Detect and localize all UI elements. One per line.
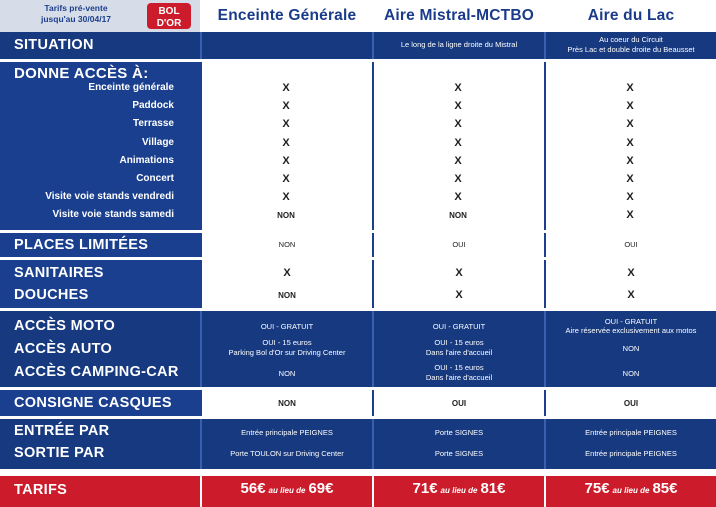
presale-line-1: Tarifs pré-vente [44, 3, 108, 13]
acces-item-value: X [282, 100, 290, 112]
row-acces-vehicules: ACCÈS MOTO ACCÈS AUTO ACCÈS CAMPING-CAR OUI - GRATUIT OUI - 15 euros Parking Bol d'Or sur Driving Center NON OUI - GRATUIT OUI - 15 euros Dans l'aire d'accueil OUI - 15 euros Dans l'aire d'accueil OUI - GRATUIT Aire réservée exclusivement aux motos NON NON [0, 311, 716, 387]
column-header-mistral: Aire Mistral-MCTBO [372, 0, 544, 32]
sortie-label: SORTIE PAR [14, 445, 105, 461]
acces-item-value: X [626, 173, 634, 185]
acces-item-value: NON [449, 211, 467, 220]
row-situation [0, 32, 716, 59]
price-mistral: 71€ au lieu de 81€ [372, 476, 544, 507]
price-enceinte: 56€ au lieu de 69€ [200, 476, 372, 507]
acces-item-label: Enceinte générale [88, 82, 174, 93]
tarifs-label: TARIFS [14, 482, 68, 498]
acces-item-value: X [626, 118, 634, 130]
price-lac: 75€ au lieu de 85€ [544, 476, 716, 507]
acces-item-label: Visite voie stands vendredi [45, 191, 174, 202]
acces-item-value: X [626, 137, 634, 149]
acces-item-value: X [454, 191, 462, 203]
acces-item-value: X [454, 173, 462, 185]
acces-item-value: X [282, 173, 290, 185]
acces-item-value: X [626, 100, 634, 112]
entree-label: ENTRÉE PAR [14, 423, 110, 439]
presale-line-2: jusqu'au 30/04/17 [40, 14, 112, 24]
acces-item-value: X [454, 82, 462, 94]
row-entree-sortie: ENTRÉE PAR SORTIE PAR Entrée principale PEIGNES Porte TOULON sur Driving Center Porte SIGNES Porte SIGNES Entrée principale PEIGNES Entrée principale PEIGNES [0, 419, 716, 469]
situation-mistral: Le long de la ligne droite du Mistral [372, 32, 544, 59]
acces-item-value: X [282, 118, 290, 130]
acces-item-label: Concert [136, 173, 174, 184]
acces-item-value: X [626, 209, 634, 221]
acces-item-value: X [454, 100, 462, 112]
column-header-lac: Aire du Lac [544, 0, 716, 32]
acces-item-value: X [454, 137, 462, 149]
presale-note [6, 3, 146, 25]
acces-item-label: Terrasse [133, 118, 174, 129]
acces-item-value: X [282, 137, 290, 149]
acces-item-value: X [626, 82, 634, 94]
row-tarifs [0, 476, 716, 507]
row-places: PLACES LIMITÉES NON OUI OUI [0, 233, 716, 257]
acces-item-value: X [454, 118, 462, 130]
svg-text:BOL: BOL [158, 6, 180, 17]
situation-lac: Au coeur du Circuit Près Lac et double droite du Beausset [544, 32, 716, 59]
column-header-enceinte: Enceinte Générale [200, 0, 372, 32]
places-label: PLACES LIMITÉES [14, 237, 149, 253]
sanitaires-label: SANITAIRES [14, 265, 104, 281]
acces-item-value: X [282, 191, 290, 203]
douches-label: DOUCHES [14, 287, 89, 303]
bol-dor-logo [146, 2, 192, 30]
acces-item-value: X [626, 191, 634, 203]
acces-item-value: X [282, 155, 290, 167]
acces-item-value: NON [277, 211, 295, 220]
svg-text:D'OR: D'OR [156, 18, 182, 29]
situation-enceinte [200, 32, 372, 59]
acces-label: DONNE ACCÈS À: [14, 65, 149, 82]
acces-item-label: Paddock [132, 100, 174, 111]
acces-item-label: Visite voie stands samedi [52, 209, 174, 220]
consigne-label: CONSIGNE CASQUES [14, 395, 172, 411]
acces-item-label: Animations [119, 155, 174, 166]
situation-label: SITUATION [14, 37, 94, 53]
acces-item-value: X [454, 155, 462, 167]
presale-header [0, 0, 200, 32]
camping-label: ACCÈS CAMPING-CAR [14, 364, 179, 380]
acces-item-label: Village [141, 137, 174, 148]
row-consigne: CONSIGNE CASQUES NON OUI OUI [0, 390, 716, 416]
acces-item-value: X [626, 155, 634, 167]
acces-item-value: X [282, 82, 290, 94]
auto-label: ACCÈS AUTO [14, 341, 113, 357]
row-sanitaires: SANITAIRES DOUCHES X NON X X X X [0, 260, 716, 308]
moto-label: ACCÈS MOTO [14, 318, 116, 334]
